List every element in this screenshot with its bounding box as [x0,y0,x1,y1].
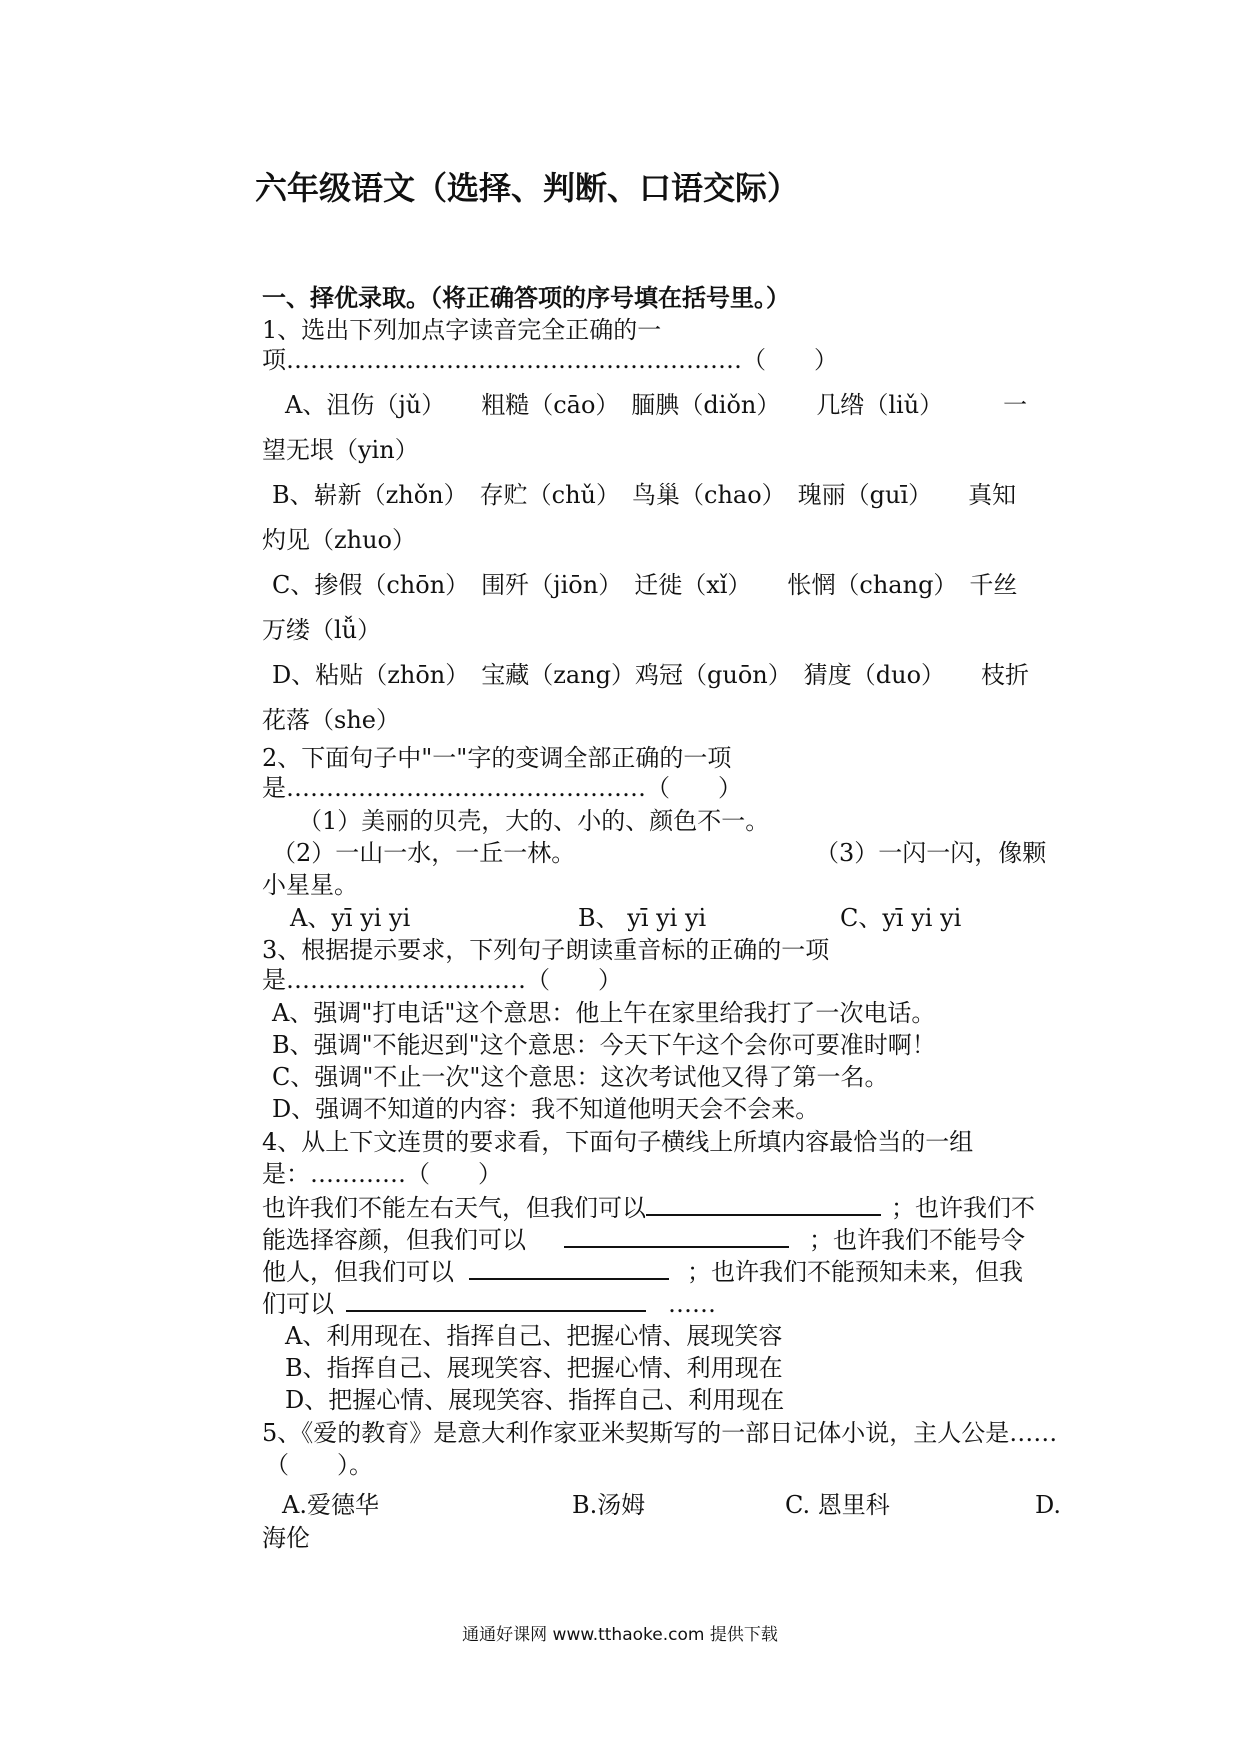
page-title: 六年级语文（选择、判断、口语交际） [255,169,800,207]
q2-stem: 2、下面句子中"一"字的变调全部正确的一项 [262,744,732,772]
q4-passage-line-1 [262,1192,1035,1223]
q5-stem: 5、《爱的教育》是意大利作家亚米契斯写的一部日记体小说，主人公是…… [262,1419,1058,1447]
q3-option-d: D、强调不知道的内容：我不知道他明天会不会来。 [272,1095,820,1123]
q1-option-c: C、掺假（chōn） 围歼（jiōn） 迁徙（xǐ） 怅惘（chang） 千丝 [272,571,1018,599]
q2-stem-cont: 是………………………………………（ ） [262,774,742,802]
q2-option-b: B、 yī yi yi [578,904,707,932]
q1-option-d: D、粘贴（zhōn） 宝藏（zang）鸡冠（guōn） 猜度（duo） 枝折 [272,661,1030,689]
q5-stem-cont: （ ）。 [265,1451,373,1479]
q1-option-b-cont: 灼见（zhuo） [262,526,417,554]
q4-stem: 4、从上下文连贯的要求看，下面句子横线上所填内容最恰当的一组 [262,1128,974,1156]
q1-option-c-cont: 万缕（lǚ） [262,616,382,644]
q5-option-a: A.爱德华 [282,1491,379,1519]
passage-text: ；也许我们不能预知未来，但我 [687,1258,1023,1286]
q4-option-b: B、指挥自己、展现笑容、把握心情、利用现在 [285,1354,783,1382]
q3-option-b: B、强调"不能迟到"这个意思：今天下午这个会你可要准时啊！ [272,1031,936,1059]
passage-text: 也许我们不能左右天气，但我们可以 [262,1194,646,1222]
q5-option-c: C. 恩里科 [785,1491,890,1519]
q1-stem: 1、选出下列加点字读音完全正确的一 [262,316,662,344]
q4-stem-cont: 是：…………（ ） [262,1160,502,1188]
answer-blank[interactable] [346,1288,646,1312]
q4-option-d: D、把握心情、展现笑容、指挥自己、利用现在 [285,1386,785,1414]
section-heading: 一、择优录取。（将正确答项的序号填在括号里。） [262,284,790,312]
q5-option-d-cont: 海伦 [262,1524,310,1552]
q2-sentence-3: （3）一闪一闪，像颗 [815,839,1047,867]
q3-stem-cont: 是…………………………（ ） [262,966,622,994]
q2-option-a: A、yī yi yi [290,904,411,932]
q2-sentence-1: （1）美丽的贝壳，大的、小的、颜色不一。 [298,807,770,835]
passage-text: 能选择容颜，但我们可以 [262,1226,526,1254]
passage-text: ；也许我们不 [891,1194,1035,1222]
q4-option-a: A、利用现在、指挥自己、把握心情、展现笑容 [285,1322,783,1350]
q1-option-b: B、崭新（zhǒn） 存贮（chǔ） 鸟巢（chao） 瑰丽（guī） 真知 [272,481,1017,509]
q1-stem-cont: 项…………………………………………………（ ） [262,346,838,374]
q1-option-a-cont: 望无垠（yin） [262,436,419,464]
q3-option-a: A、强调"打电话"这个意思：他上午在家里给我打了一次电话。 [272,999,936,1027]
q1-option-d-cont: 花落（she） [262,706,400,734]
q4-passage-line-2 [262,1224,1025,1255]
q2-option-c: C、yī yi yi [840,904,962,932]
q2-sentence-3-cont: 小星星。 [262,871,358,899]
answer-blank[interactable] [646,1192,881,1216]
q4-passage-line-4 [262,1288,716,1319]
page-footer: 通通好课网 www.tthaoke.com 提供下载 [462,1625,778,1645]
passage-text: 他人，但我们可以 [262,1258,454,1286]
q5-option-b: B.汤姆 [572,1491,646,1519]
q1-option-a: A、沮伤（jǔ） 粗糙（cāo） 腼腆（diǒn） 几绺（liǔ） 一 [285,391,1028,419]
answer-blank[interactable] [469,1256,669,1280]
q3-stem: 3、根据提示要求，下列句子朗读重音标的正确的一项 [262,936,830,964]
q2-sentence-2: （2）一山一水，一丘一林。 [272,839,576,867]
q4-passage-line-3 [262,1256,1023,1287]
q3-option-c: C、强调"不止一次"这个意思：这次考试他又得了第一名。 [272,1063,889,1091]
q5-option-d: D. [1035,1491,1062,1519]
answer-blank[interactable] [564,1224,789,1248]
passage-text: …… [668,1290,716,1318]
passage-text: ；也许我们不能号令 [809,1226,1025,1254]
passage-text: 们可以 [262,1290,334,1318]
